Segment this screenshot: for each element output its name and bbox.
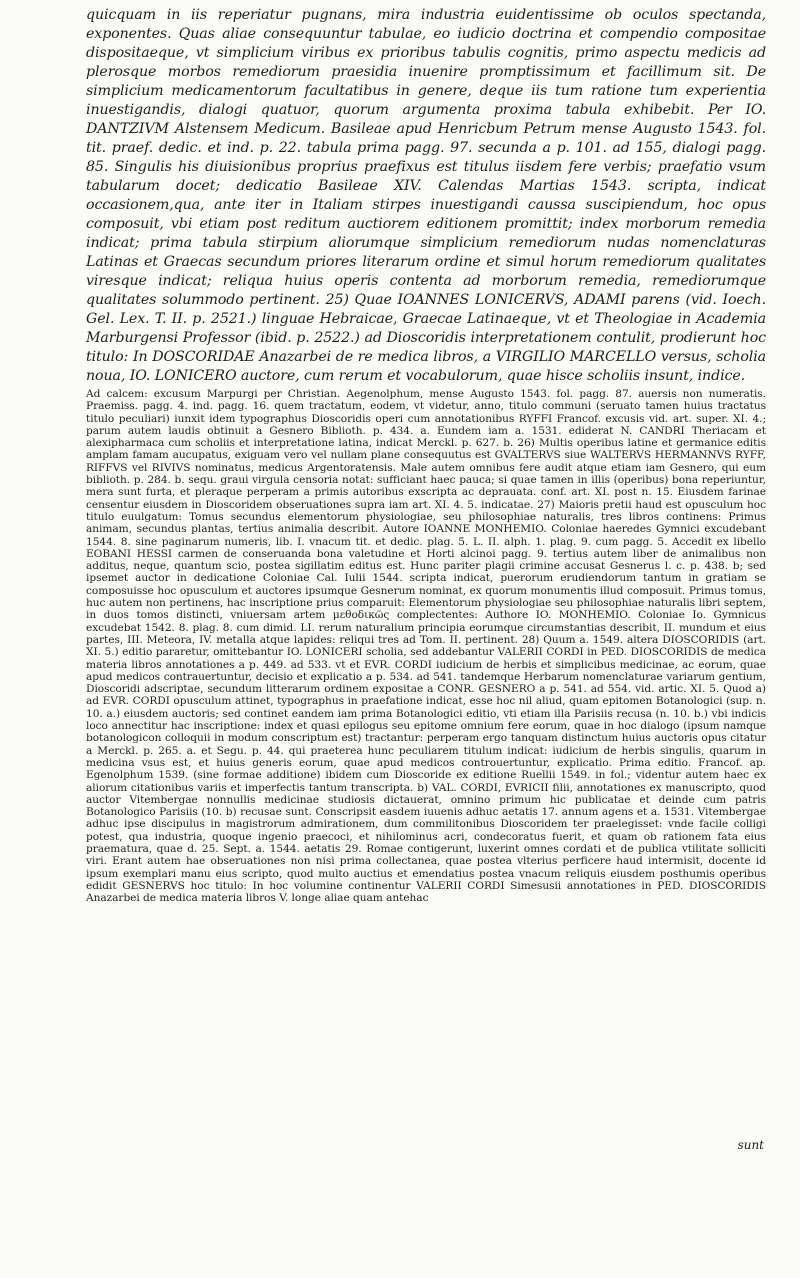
catchword: sunt <box>737 1138 764 1152</box>
lead-paragraph: quicquam in iis reperiatur pugnans, mira industria euidentissime ob oculos spectanda, exponentes. Quas aliae consequuntur tabulae, eo iudicio doctrina et compendio compositae dispositaeque, vt simplicium viribus ex prioribus tabulis cognitis, primo aspectu medicis ad plerosque morbos remediorum praesidia inuenire promptissimum et facillimum sit. De simplicium medicamentorum facultatibus in genere, deque iis tum ratione tum experientia inuestigandis, dialogi quatuor, quorum argumenta proxima tabula exhibebit. Per IO. DANTZIVM Alstensem Medicum. Basileae apud Henricbum Petrum mense Augusto 1543. fol. tit. praef. dedic. et ind. p. 22. tabula prima pagg. 97. secunda a p. 101. ad 155, dialogi pagg. 85. Singulis his diuisionibus proprius praefixus est titulus iisdem fere verbis; praefatio vsum tabularum docet; dedicatio Basileae XIV. Calendas Martias 1543. scripta, indicat occasionem,qua, ante iter in Italiam stirpes inuestigandi caussa suscipiendum, hoc opus composuit, vbi etiam post reditum auctiorem editionem promittit; index morborum remedia indicat; prima tabula stirpium aliorumque simplicium remediorum nudas nomenclaturas Latinas et Graecas secundum priores literarum ordine et simul horum remediorum qualitates viresque indicat; reliqua huius operis contenta ad morborum remedia, remediorumque qualitates solummodo pertinent. 25) Quae IOANNES LONICERVS, ADAMI parens (vid. Ioech. Gel. Lex. T. II. p. 2521.) linguae Hebraicae, Graecae Latinaeque, vt et Theologiae in Academia Marburgensi Professor (ibid. p. 2522.) ad Dioscoridis interpretationem contulit, prodierunt hoc titulo: In DOSCORIDAE Anazarbei de re medica libros, a VIRGILIO MARCELLO versus, scholia noua, IO. LONICERO auctore, cum rerum et vocabulorum, quae hisce scholiis insunt, indice. <box>86 7 766 384</box>
footnote-paragraph: Ad calcem: excusum Marpurgi per Christian. Aegenolphum, mense Augusto 1543. fol. pagg. 87. auersis non numeratis. Praemiss. pagg. 4. ind. pagg. 16. quem tractatum, eodem, vt videtur, anno, titulo communi (seruato tamen huius tractatus titulo peculiari) iunxit idem typographus Dioscoridis operi cum annotationibus RYFFI Francof. excusis vid. art. super. XI. 4.; parum autem laudis obtinuit a Gesnero Biblioth. p. 434. a. Eundem iam a. 1531. ediderat N. CANDRI Theriacam et alexipharmaca cum scholiis et interpretatione latina, indicat Merckl. p. 627. b. 26) Multis operibus latine et germanice editis amplam famam aucupatus, exiguam vero vel nullam plane consequutus est GVALTERVS siue WALTERVS HERMANNVS RYFF, RIFFVS vel RIVIVS nominatus, medicus Argentoratensis. Male autem omnibus fere audit atque etiam iam Gesnero, qui eum biblioth. p. 284. b. sequ. graui virgula censoria notat: sufficiant haec pauca; si quae tamen in illis (operibus) bona reperiuntur, mera sunt furta, et pleraque perperam a primis autoribus exscripta ac deprauata. conf. art. XI. post n. 15. Eiusdem farinae censentur eiusdem in Dioscoridem obseruationes supra iam art. XI. 4. 5. indicatae. 27) Maioris pretii haud est opusculum hoc titulo euulgatum: Tomus secundus elementorum physiologiae, seu philosophiae naturalis, tres libros continens: Primus animam, secundus plantas, tertius animalia describit. Autore IOANNE MONHEMIO. Coloniae haeredes Gymnici excudebant 1544. 8. sine paginarum numeris, lib. I. vnacum tit. et dedic. plag. 5. L. II. alph. 1. plag. 9. cum pagg. 5. Accedit ex libello EOBANI HESSI carmen de conseruanda bona valetudine et Horti alcinoi pagg. 9. tertius autem liber de animalibus non additus, neque, quantum scio, postea sigillatim editus est. Hunc pariter plagii crimine accusat Gesnerus l. c. p. 438. b; sed ipsemet auctor in dedicatione Coloniae Cal. Iulii 1544. scripta indicat, puerorum erudiendorum tantum in gratiam se composuisse hoc opusculum et auctores ipsumque Gesnerum nominat, ex quorum monumentis illud composuit. Primus tomus, huc autem non pertinens, hac inscriptione prius comparuit: Elementorum physiologiae seu philosophiae naturalis libri septem, in duos tomos distincti, vniuersam artem μεθοδικῶς complectentes: Authore IO. MONHEMIO. Coloniae Io. Gymnicus excudebat 1542. 8. plag. 8. cum dimid. LI. rerum naturalium principia eorumque circumstantias describit, II. mundum et eius partes, III. Meteora, IV. metalla atque lapides: reliqui tres ad Tom. II. pertinent. 28) Quum a. 1549. altera DIOSCORIDIS (art. XI. 5.) editio pararetur, omittebantur IO. LONICERI scholia, sed addebantur VALERII CORDI in PED. DIOSCORIDIS de medica materia libros annotationes a p. 449. ad 533. vt et EVR. CORDI iudicium de herbis et simplicibus medicinae, ac eorum, quae apud medicos contrauertuntur, decisio et explicatio a p. 534. ad 541. tandemque Herbarum nomenclaturae variarum gentium, Dioscoridi adscriptae, secundum litterarum ordinem expositae a CONR. GESNERO a p. 541. ad 554. vid. artic. XI. 5. Quod a) ad EVR. CORDI opusculum attinet, typographus in praefatione indicat, esse hoc nil aliud, quam epitomen Botanologici (sup. n. 10. a.) eiusdem auctoris; sed continet eandem iam prima Botanologici editio, vti etiam illa Parisiis recusa (n. 10. b.) vbi indicis loco annectitur hac inscriptione: index et quasi epilogus seu epitome omnium fere eorum, quae in hoc dialogo (ipsum namque botanologicon colloquii in modum conscriptum est) tractantur: perperam ergo tanquam distinctum huius auctoris opus citatur a Merckl. p. 265. a. et Segu. p. 44. qui praeterea hunc peculiarem titulum indicat: iudicium de herbis singulis, quarum in medicina vsus est, et huius generis eorum, quae apud medicos controuertuntur, explicatio. Prima editio. Francof. ap. Egenolphum 1539. (sine formae additione) ibidem cum Dioscoride ex editione Ruellii 1549. in fol.; videntur autem haec ex aliorum citationibus variis et imperfectis tantum transcripta. b) VAL. CORDI, EVRICII filii, annotationes ex manuscripto, quod auctor Vitembergae nonnullis medicinae studiosis dictauerat, omnino primum hic publicatae et deinde cum patris Botanologico Parisiis (10. b) recusae sunt. Conscripsit easdem iuuenis adhuc aetatis 17. annum agens et a. 1531. Vitembergae adhuc ipse discipulus in magistrorum admirationem, dum commilitonibus Dioscoridem ter praelegisset: vnde facile colligi potest, qua industria, quoque ingenio praecoci, et nihilominus acri, condecoratus fuerit, et quam ob rationem fata eius praematura, quae d. 25. Sept. a. 1544. aetatis 29. Romae contigerunt, luxerint omnes cordati et de publica vtilitate solliciti viri. Erant autem hae obseruationes non nisi prima collectanea, quae postea vlterius perficere haud intermisit, docente id ipsum exemplari manu eius scripto, quod multo auctius et emendatius postea vnacum reliquis eiusdem posthumis operibus edidit GESNERVS hoc titulo: In hoc volumine continentur VALERII CORDI Simesusii annotationes in PED. DIOSCORIDIS Anazarbei de medica materia libros V. longe aliae quam antehac <box>86 388 766 905</box>
